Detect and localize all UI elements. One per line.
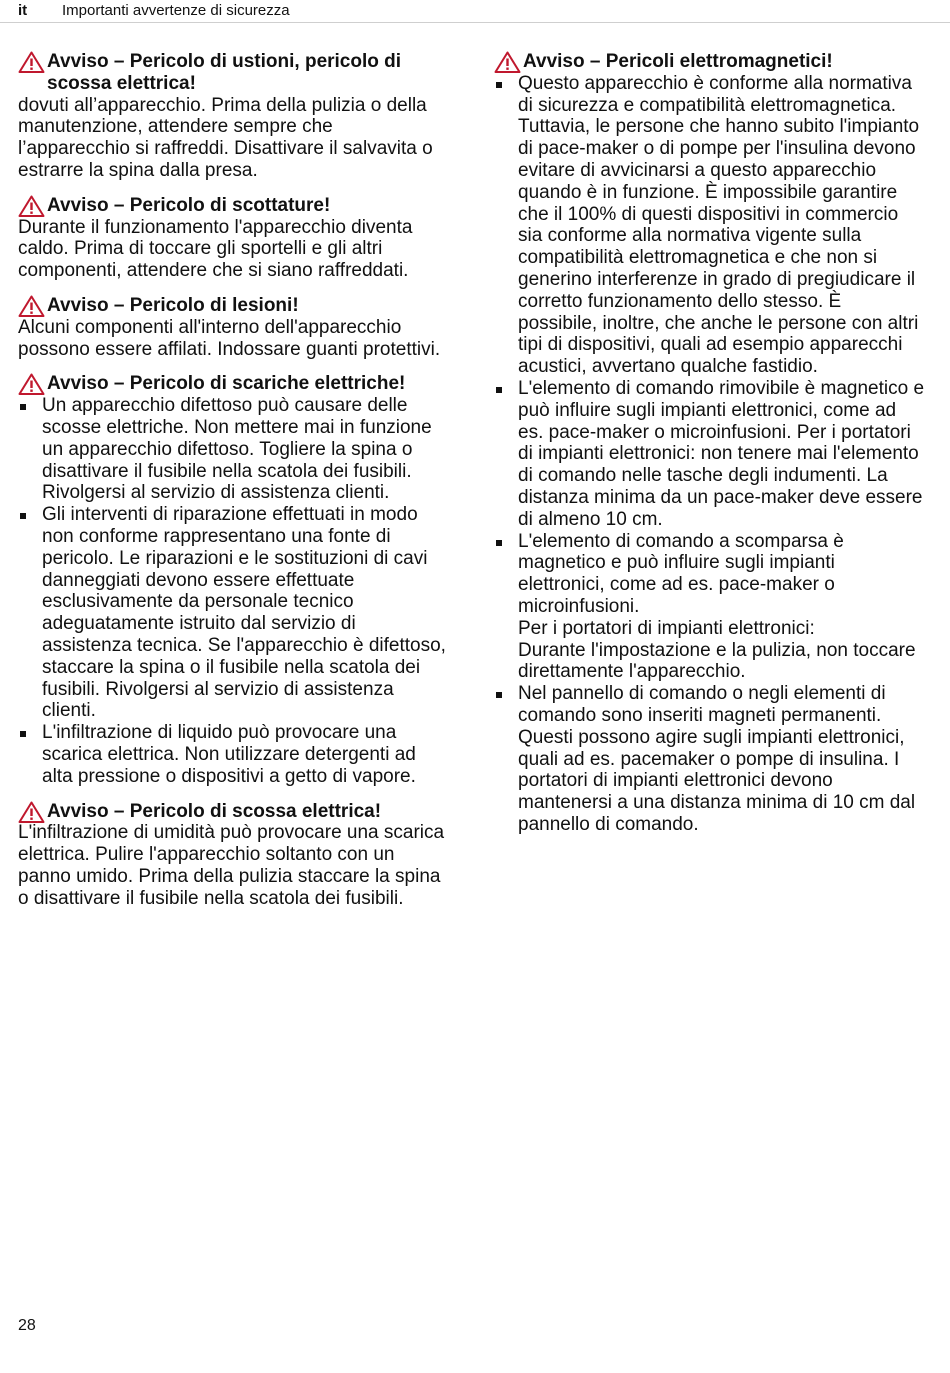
- list-item: [494, 378, 924, 531]
- list-item: [18, 395, 446, 504]
- list-item-text: Un apparecchio difettoso può causare delle scosse elettriche. Non mettere mai in funzione un apparecchio difettoso. Togliere la spina o disattivare il fusibile nella scatola dei fusibili. Rivolgersi al servizio di assistenza clienti.: [42, 395, 432, 504]
- square-bullet-icon: [496, 82, 502, 88]
- warning-title-text: Avviso – Pericolo di scottature!: [47, 194, 331, 216]
- warning-title: [18, 295, 446, 317]
- warning-triangle-icon: [18, 195, 45, 217]
- warning-title-text: Avviso – Pericolo di scariche elettriche!: [47, 373, 406, 395]
- list-item-text: L'infiltrazione di liquido può provocare una scarica elettrica. Non utilizzare detergenti ad alta pressione o dispositivi a getto di vapore.: [42, 722, 416, 787]
- warning-section: [18, 295, 446, 360]
- list-item: [494, 531, 924, 684]
- list-item-text: Nel pannello di comando o negli elementi di comando sono inseriti magneti permanenti. Questi possono agire sugli impianti elettronici, quali ad es. pacemaker o pompe di insulina. I portatori di impianti elettronici devono mantenersi a una distanza minima di 10 cm dal pannello di comando.: [518, 683, 916, 835]
- warning-paragraph: Durante il funzionamento l'apparecchio diventa caldo. Prima di toccare gli sportelli e gli altri componenti, attendere che si siano raffreddati.: [18, 216, 413, 282]
- list-item-text: Gli interventi di riparazione effettuati in modo non conforme rappresentano una fonte di pericolo. Le riparazioni e le sostituzioni di cavi danneggiati devono essere effettuate esclusivamente da personale tecnico adeguatamente istruito dal servizio di assistenza tecnica. Se l'apparecchio è difettoso, staccare la spina o il fusibile nella scatola dei fusibili. Rivolgersi al servizio di assistenza clienti.: [42, 504, 446, 722]
- right-column: [494, 51, 924, 849]
- warning-title: [18, 373, 446, 395]
- list-item-text: Questo apparecchio è conforme alla normativa di sicurezza e compatibilità elettromagnetica. Tuttavia, le persone che hanno subito l'impianto di pace-maker o di pompe per l'insulina devono evitare di avvicinarsi a questo apparecchio quando è in funzione. È impossibile garantire che il 100% di questi dispositivi in commercio sia conforme alla normativa vigente sulla compatibilità elettromagnetica e che non si generino interferenze in grado di pregiudicare il corretto funzionamento dello stesso. È possibile, inoltre, che anche le persone con altri tipi di dispositivi, quali ad esempio apparecchi acustici, avvertano qualche fastidio.: [518, 72, 920, 378]
- warning-section: [18, 51, 446, 182]
- warning-triangle-icon: [18, 51, 45, 73]
- warning-section: [18, 195, 446, 282]
- warning-triangle-icon: [494, 51, 521, 73]
- list-item: [494, 73, 924, 378]
- page-number: 28: [18, 1317, 36, 1334]
- warning-title: [18, 195, 446, 217]
- warning-section: [494, 51, 924, 836]
- warning-section: [18, 801, 446, 910]
- square-bullet-icon: [496, 540, 502, 546]
- bullet-list: [18, 395, 446, 787]
- list-item-text: Per i portatori di impianti elettronici:: [518, 617, 815, 639]
- warning-section: [18, 373, 446, 787]
- square-bullet-icon: [20, 404, 26, 410]
- section-header-title: Importanti avvertenze di sicurezza: [62, 2, 290, 19]
- square-bullet-icon: [20, 731, 26, 737]
- warning-title-text: Avviso – Pericolo di scossa elettrica!: [47, 800, 382, 822]
- warning-paragraph: dovuti all’apparecchio. Prima della pulizia o della manutenzione, attendere sempre che l’apparecchio si raffreddi. Disattivare il salvavita o estrarre la spina dalla presa.: [18, 94, 433, 181]
- header-divider: [0, 22, 950, 23]
- list-item: [18, 504, 446, 722]
- bullet-list: [494, 73, 924, 836]
- warning-paragraph: Alcuni componenti all'interno dell'apparecchio possono essere affilati. Indossare guanti protettivi.: [18, 316, 441, 360]
- language-code: it: [18, 2, 28, 19]
- warning-title: [18, 801, 446, 823]
- square-bullet-icon: [20, 513, 26, 519]
- warning-triangle-icon: [18, 801, 45, 823]
- left-column: [18, 51, 446, 922]
- warning-triangle-icon: [18, 295, 45, 317]
- list-item-text: L'elemento di comando rimovibile è magnetico e può influire sugli impianti elettronici, come ad es. pace-maker o microinfusioni. Per i portatori di impianti elettronici: non tenere mai l'elemento di comando nelle tasche degli indumenti. La distanza minima da un pace-maker deve essere di almeno 10 cm.: [518, 377, 925, 530]
- warning-title-text: Avviso – Pericoli elettromagnetici!: [523, 51, 833, 72]
- list-item: [494, 683, 924, 836]
- warning-title-text: Avviso – Pericolo di ustioni, pericolo di scossa elettrica!: [47, 51, 402, 94]
- warning-title-text: Avviso – Pericolo di lesioni!: [47, 294, 299, 316]
- list-item-text: Durante l'impostazione e la pulizia, non toccare direttamente l'apparecchio.: [518, 639, 916, 683]
- square-bullet-icon: [496, 387, 502, 393]
- warning-triangle-icon: [18, 373, 45, 395]
- list-item-text: L'elemento di comando a scomparsa è magnetico e può influire sugli impianti elettronici, come ad es. pace-maker o microinfusioni.: [518, 530, 844, 617]
- warning-title: [494, 51, 924, 73]
- warning-title: [18, 51, 446, 95]
- square-bullet-icon: [496, 692, 502, 698]
- warning-paragraph: L'infiltrazione di umidità può provocare una scarica elettrica. Pulire l'apparecchio soltanto con un panno umido. Prima della pulizia staccare la spina o disattivare il fusibile nella scatola dei fusibili.: [18, 822, 445, 909]
- page-header: [18, 0, 290, 22]
- list-item: [18, 722, 446, 787]
